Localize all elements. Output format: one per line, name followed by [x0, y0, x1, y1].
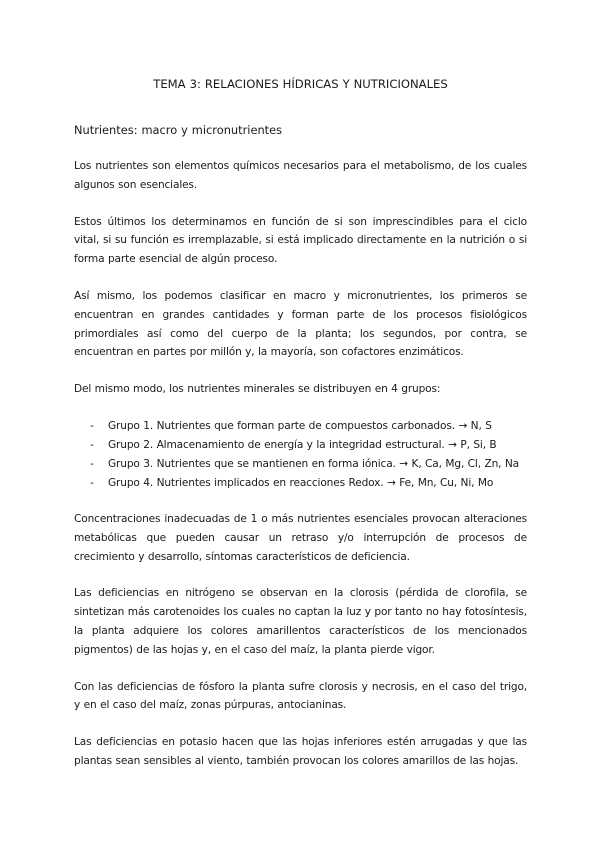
list-item	[90, 436, 527, 455]
list-dash: -	[90, 419, 94, 432]
list-item-text: Grupo 3. Nutrientes que se mantienen en forma iónica. → K, Ca, Mg, Cl, Zn, Na	[108, 457, 519, 470]
page-title: TEMA 3: RELACIONES HÍDRICAS Y NUTRICIONALES	[153, 77, 448, 91]
paragraph-macro-micro: Así mismo, los podemos clasificar en macro y micronutrientes, los primeros se encuentran en grandes cantidades y forman parte de los procesos fisiológicos primordiales así como del cuerpo de la planta; los segundos, por contra, se encuentran en partes por millón y, la mayoría, son cofactores enzimáticos.	[74, 289, 527, 359]
list-item	[90, 455, 527, 474]
paragraph-groups-intro: Del mismo modo, los nutrientes minerales se distribuyen en 4 grupos:	[74, 383, 441, 396]
list-item-text: Grupo 2. Almacenamiento de energía y la integridad estructural. → P, Si, B	[108, 438, 497, 451]
list-item-text: Grupo 4. Nutrientes implicados en reacciones Redox. → Fe, Mn, Cu, Ni, Mo	[108, 476, 494, 489]
list-item	[90, 474, 527, 493]
paragraph-phosphorus-deficiency: Con las deficiencias de fósforo la planta sufre clorosis y necrosis, en el caso del trigo, y en el caso del maíz, zonas púrpuras, antocianinas.	[74, 680, 527, 712]
list-dash: -	[90, 476, 94, 489]
paragraph-nutrients-definition: Los nutrientes son elementos químicos necesarios para el metabolismo, de los cuales algunos son esenciales.	[74, 160, 527, 191]
paragraph-inadequate-concentrations: Concentraciones inadecuadas de 1 o más nutrientes esenciales provocan alteraciones metabólicas que pueden causar un retraso y/o interrupción de procesos de crecimiento y desarrollo, síntomas característicos de deficiencia.	[74, 512, 527, 563]
list-dash: -	[90, 457, 94, 470]
list-item-text: Grupo 1. Nutrientes que forman parte de compuestos carbonados. → N, S	[108, 419, 492, 432]
section-subtitle: Nutrientes: macro y micronutrientes	[74, 123, 283, 137]
list-dash: -	[90, 438, 94, 451]
list-item	[90, 417, 527, 436]
nutrient-groups-list	[74, 417, 527, 493]
paragraph-essential-criteria: Estos últimos los determinamos en función de si son imprescindibles para el ciclo vital, si su función es irremplazable, si está implicado directamente en la nutrición o si forma parte esencial de algún proceso.	[74, 215, 527, 266]
paragraph-potassium-deficiency: Las deficiencias en potasio hacen que las hojas inferiores estén arrugadas y que las plantas sean sensibles al viento, también provocan los colores amarillos de las hojas.	[74, 736, 527, 767]
paragraph-nitrogen-deficiency: Las deficiencias en nitrógeno se observan en la clorosis (pérdida de clorofila, se sintetizan más carotenoides los cuales no captan la luz y por tanto no hay fotosíntesis, la planta adquiere los colores amarillentos característicos de los mencionados pigmentos) de las hojas y, en el caso del maíz, la planta pierde vigor.	[74, 587, 527, 656]
